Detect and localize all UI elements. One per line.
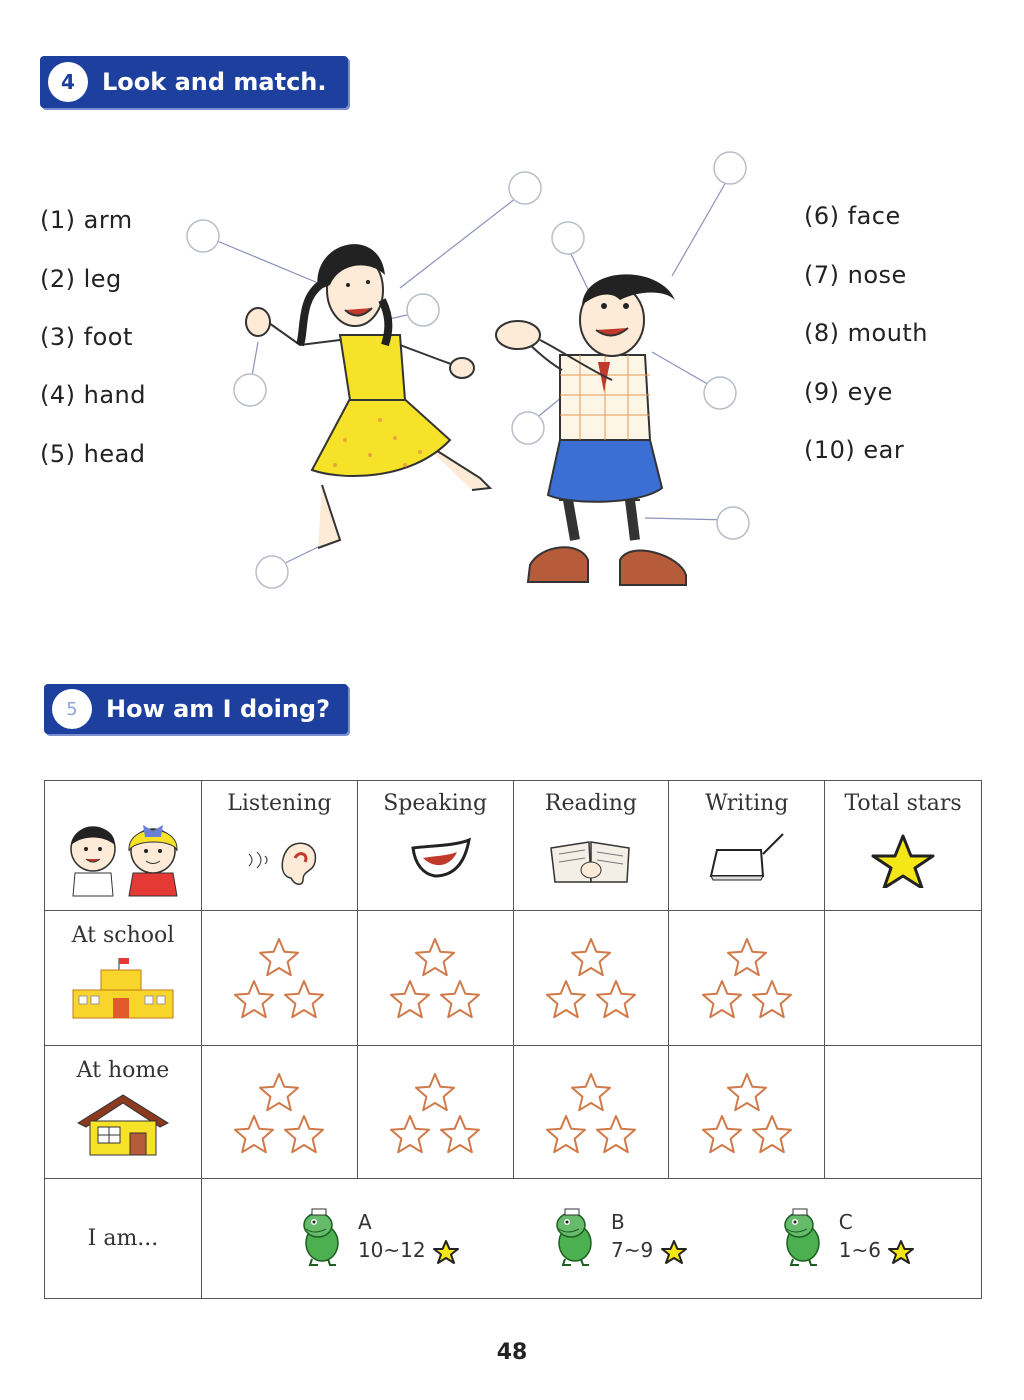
three-stars[interactable] <box>541 935 641 1025</box>
dinosaur-mascot-icon <box>545 1207 605 1267</box>
dinosaur-mascot-icon <box>773 1207 833 1267</box>
grade-range: 10~12 <box>357 1238 426 1263</box>
section-number-badge: 5 <box>52 689 92 729</box>
grade-scale-cell <box>201 1179 981 1299</box>
row-label-cell <box>45 911 202 1046</box>
grade-letter: B <box>611 1210 625 1235</box>
grade-range: 1~6 <box>838 1238 881 1263</box>
star-cell[interactable] <box>669 1046 825 1179</box>
empty-star[interactable] <box>547 1116 585 1152</box>
total-stars-cell[interactable] <box>825 1046 982 1179</box>
three-stars[interactable] <box>697 1070 797 1160</box>
star-cell[interactable] <box>357 1046 513 1179</box>
grade-range: 7~9 <box>611 1238 654 1263</box>
header-label: Total stars <box>844 791 962 816</box>
answer-circle[interactable] <box>407 294 439 326</box>
header-label: Speaking <box>383 791 488 816</box>
three-stars[interactable] <box>229 1070 329 1160</box>
mouth-icon <box>385 828 485 888</box>
empty-star[interactable] <box>728 939 766 975</box>
children-faces-icon <box>53 811 193 901</box>
grade-letter: C <box>838 1210 853 1235</box>
answer-circle[interactable] <box>509 172 541 204</box>
three-stars[interactable] <box>385 1070 485 1160</box>
row-label-cell <box>45 1179 202 1299</box>
star-icon <box>853 828 953 888</box>
star-cell[interactable] <box>357 911 513 1046</box>
star-cell[interactable] <box>201 1046 357 1179</box>
header-total-stars <box>825 781 982 911</box>
empty-star[interactable] <box>753 981 791 1017</box>
empty-star[interactable] <box>597 1116 635 1152</box>
word-eye: (9) eye <box>804 378 893 406</box>
answer-circle[interactable] <box>512 412 544 444</box>
grade-b <box>545 1207 688 1267</box>
header-label: Listening <box>227 791 332 816</box>
answer-circle[interactable] <box>187 220 219 252</box>
page-number: 48 <box>496 1340 528 1365</box>
header-label: Reading <box>544 791 637 816</box>
empty-star[interactable] <box>416 1074 454 1110</box>
ear-icon <box>229 828 329 888</box>
row-at-home <box>45 1046 982 1179</box>
answer-circle[interactable] <box>714 152 746 184</box>
section-number-badge: 4 <box>48 62 88 102</box>
grade-a <box>292 1207 460 1267</box>
self-assessment-table <box>44 780 982 1299</box>
row-i-am <box>45 1179 982 1299</box>
answer-circle[interactable] <box>717 507 749 539</box>
book-icon <box>541 828 641 888</box>
three-stars[interactable] <box>385 935 485 1025</box>
children-icon-cell <box>45 781 202 911</box>
notebook-pencil-icon <box>697 828 797 888</box>
empty-star[interactable] <box>441 1116 479 1152</box>
star-icon <box>887 1239 915 1265</box>
header-listening <box>201 781 357 911</box>
word-foot: (3) foot <box>40 323 133 351</box>
girl-figure <box>246 244 490 548</box>
star-icon <box>660 1239 688 1265</box>
empty-star[interactable] <box>235 1116 273 1152</box>
answer-circle[interactable] <box>704 377 736 409</box>
header-speaking <box>357 781 513 911</box>
empty-star[interactable] <box>260 1074 298 1110</box>
star-cell[interactable] <box>513 911 669 1046</box>
empty-star[interactable] <box>391 1116 429 1152</box>
total-stars-cell[interactable] <box>825 911 982 1046</box>
house-icon <box>68 1089 178 1159</box>
dinosaur-mascot-icon <box>292 1207 352 1267</box>
header-label: Writing <box>705 791 789 816</box>
empty-star[interactable] <box>703 1116 741 1152</box>
word-head: (5) head <box>40 440 146 468</box>
row-label-cell <box>45 1046 202 1179</box>
empty-star[interactable] <box>285 1116 323 1152</box>
section-title: Look and match. <box>102 68 327 96</box>
empty-star[interactable] <box>572 939 610 975</box>
empty-star[interactable] <box>728 1074 766 1110</box>
empty-star[interactable] <box>416 939 454 975</box>
table-header-row <box>45 781 982 911</box>
three-stars[interactable] <box>541 1070 641 1160</box>
school-icon <box>63 954 183 1024</box>
star-cell[interactable] <box>513 1046 669 1179</box>
grade-c <box>773 1207 916 1267</box>
three-stars[interactable] <box>229 935 329 1025</box>
star-cell[interactable] <box>201 911 357 1046</box>
empty-star[interactable] <box>391 981 429 1017</box>
three-stars[interactable] <box>697 935 797 1025</box>
answer-circle[interactable] <box>552 222 584 254</box>
empty-star[interactable] <box>597 981 635 1017</box>
word-mouth: (8) mouth <box>804 319 929 347</box>
star-cell[interactable] <box>669 911 825 1046</box>
word-nose: (7) nose <box>804 261 907 289</box>
row-label: At home <box>76 1058 170 1083</box>
empty-star[interactable] <box>572 1074 610 1110</box>
empty-star[interactable] <box>753 1116 791 1152</box>
word-leg: (2) leg <box>40 265 122 293</box>
header-reading <box>513 781 669 911</box>
header-writing <box>669 781 825 911</box>
section-title: How am I doing? <box>106 695 331 723</box>
empty-star[interactable] <box>235 981 273 1017</box>
empty-star[interactable] <box>547 981 585 1017</box>
word-ear: (10) ear <box>804 436 905 464</box>
empty-star[interactable] <box>260 939 298 975</box>
star-icon <box>432 1239 460 1265</box>
word-face: (6) face <box>804 202 901 230</box>
grade-letter: A <box>357 1210 372 1235</box>
empty-star[interactable] <box>703 981 741 1017</box>
row-at-school <box>45 911 982 1046</box>
row-label: I am... <box>87 1226 159 1251</box>
children-illustration <box>180 140 780 610</box>
row-label: At school <box>71 923 175 948</box>
answer-circle[interactable] <box>234 374 266 406</box>
answer-circle[interactable] <box>256 556 288 588</box>
section-4-header <box>40 56 348 108</box>
section-5-header <box>44 684 348 734</box>
word-arm: (1) arm <box>40 206 133 234</box>
empty-star[interactable] <box>441 981 479 1017</box>
word-hand: (4) hand <box>40 381 146 409</box>
empty-star[interactable] <box>285 981 323 1017</box>
